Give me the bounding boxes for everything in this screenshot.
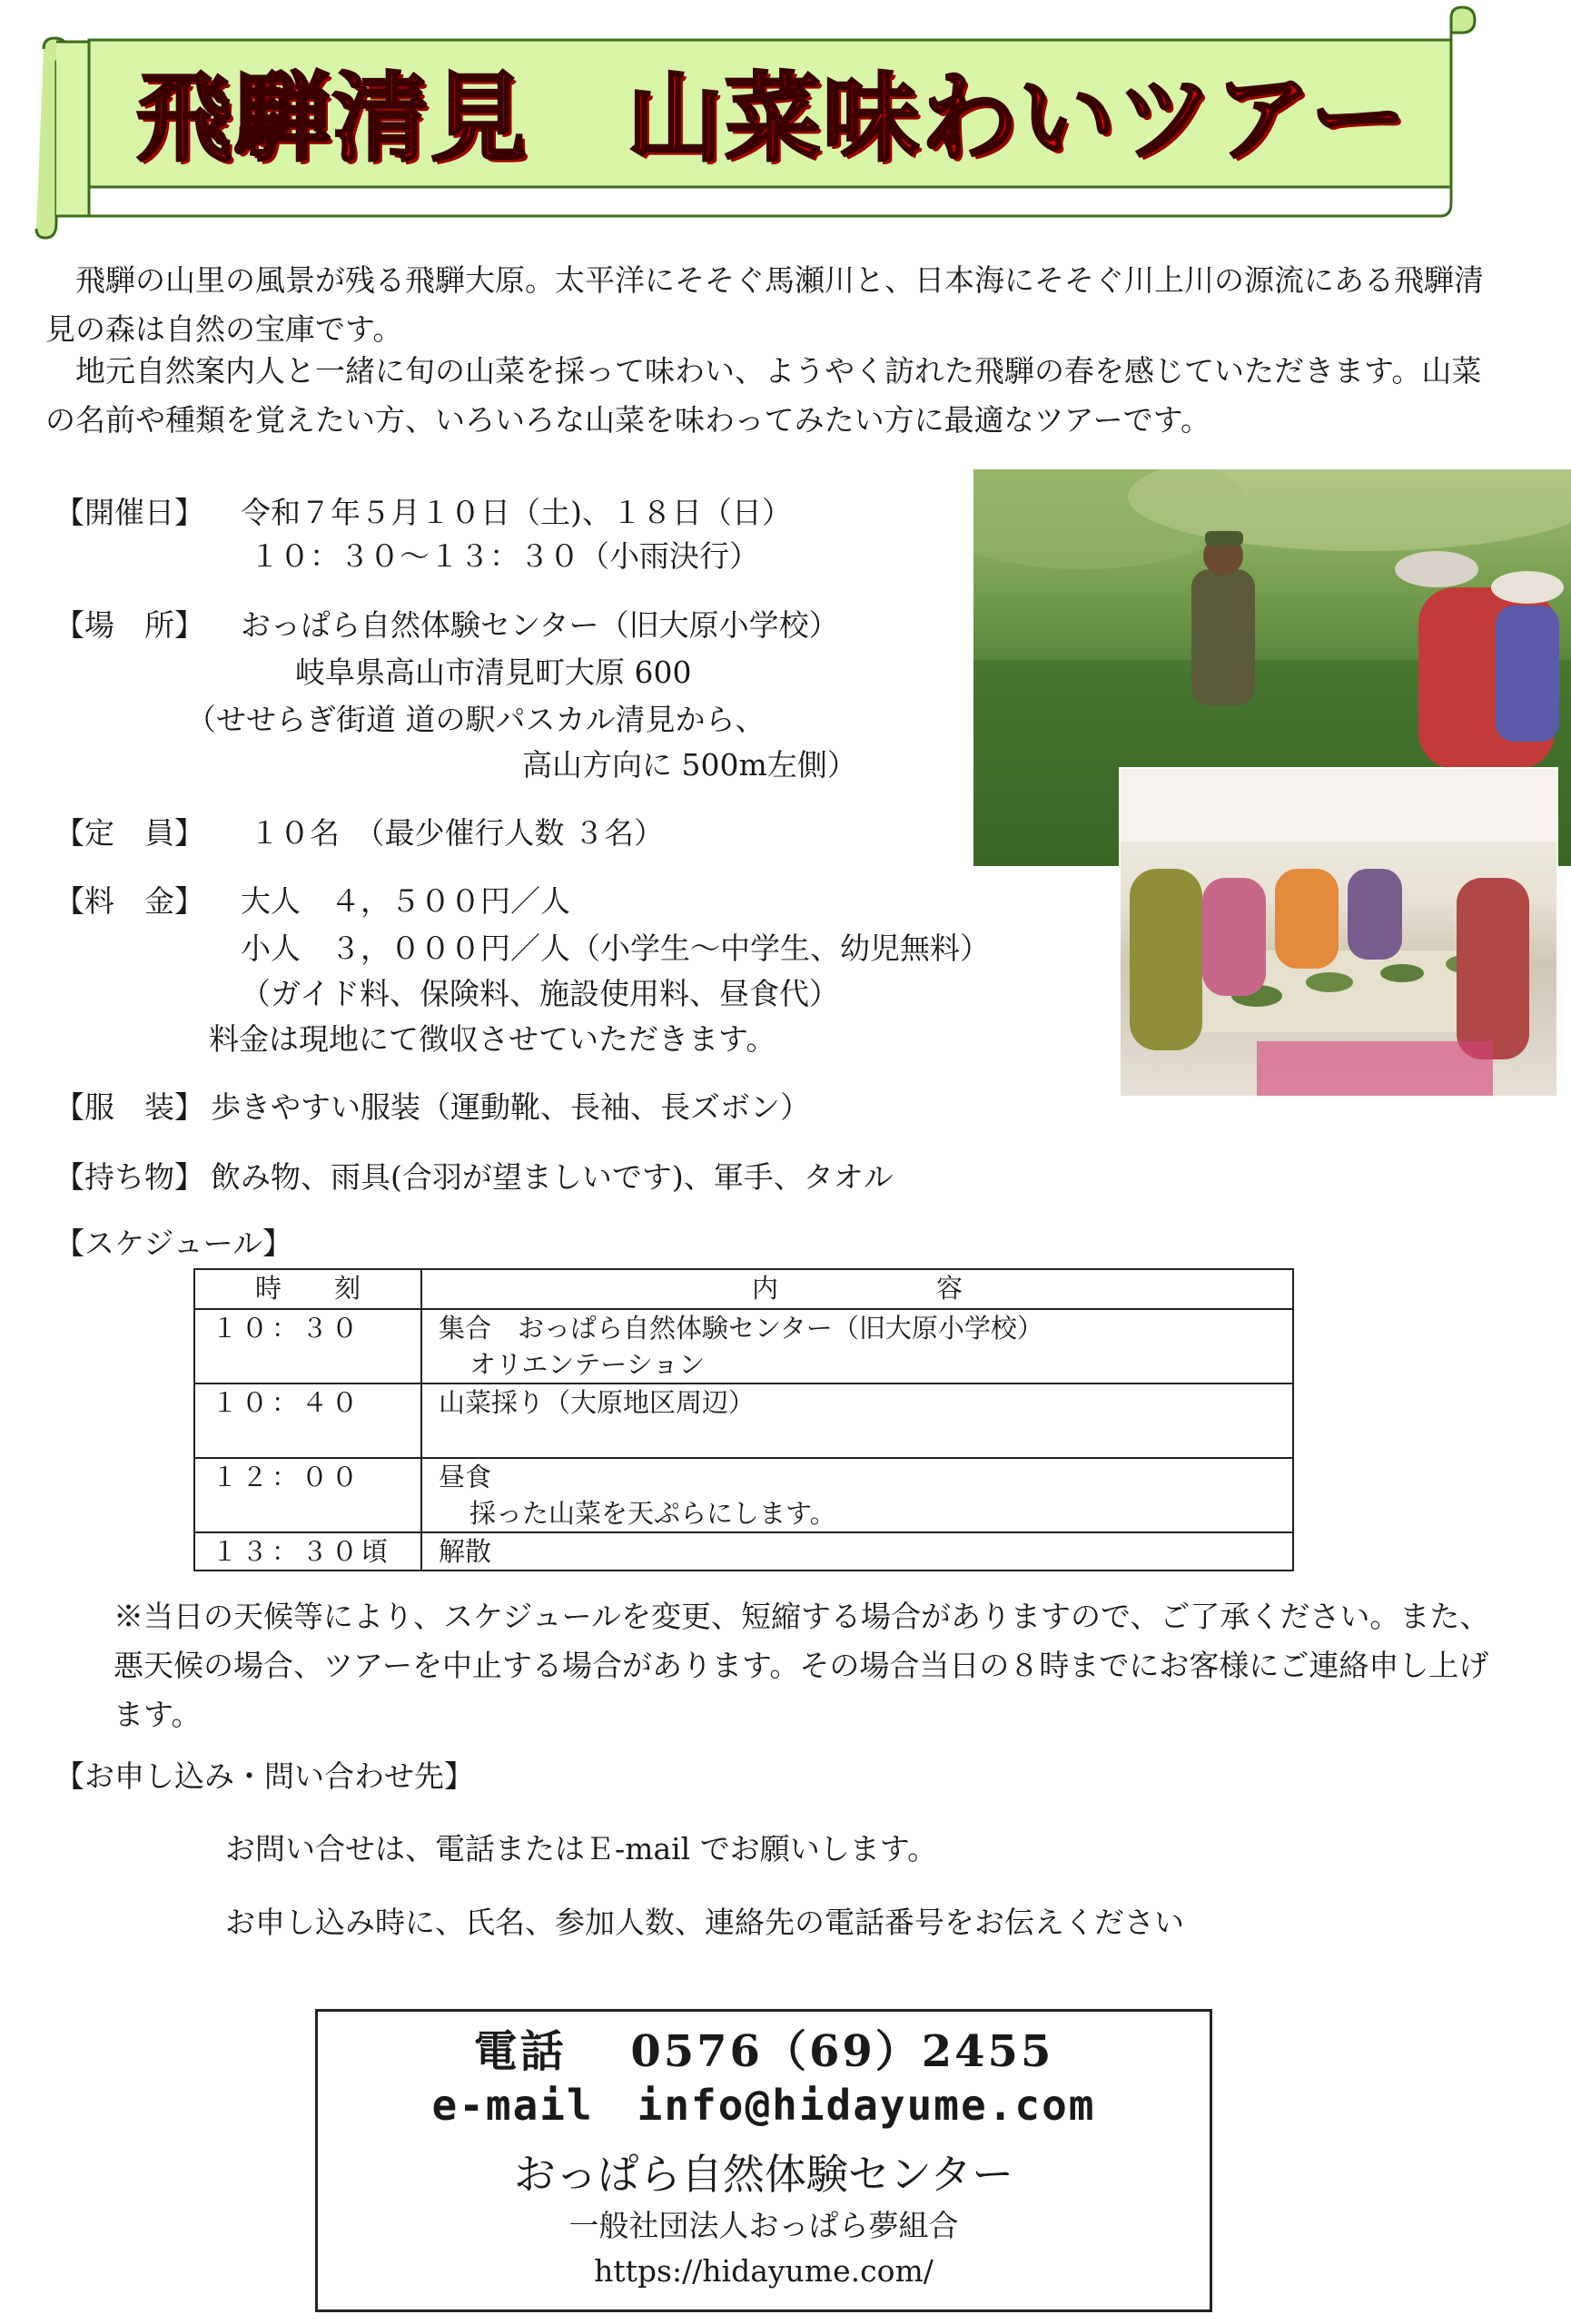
items-value: 飲み物、雨具(合羽が望ましいです)、軍手、タオル [211,1159,894,1195]
apply-text: お申し込み時に、氏名、参加人数、連絡先の電話番号をお伝えください [225,1905,1184,1940]
clothing-value: 歩きやすい服装（運動靴、長袖、長ズボン） [211,1089,810,1125]
intro-paragraph: 地元自然案内人と一緒に旬の山菜を採って味わい、ようやく訪れた飛騨の春を感じていただきます。山菜の名前や種類を覚えたい方、いろいろな山菜を味わってみたい方に最適なツアーです。 [45,353,1482,438]
contact-box [315,2009,1212,2312]
contact-label: 【お申し込み・問い合わせ先】 [54,1758,474,1794]
capacity-value: １０名 （最少催行人数 ３名） [250,815,664,851]
clothing-label: 【服 装】 [54,1089,204,1125]
schedule-row [194,1309,1293,1384]
items-label: 【持ち物】 [54,1159,204,1195]
schedule-header-row [194,1269,1293,1309]
schedule-content-line: 採った山菜を天ぷらにします。 [469,1498,836,1529]
time-value: １０：３０～１３：３０（小雨決行） [250,538,759,574]
schedule-time: １０：４０ [194,1384,421,1458]
org-subtitle: 一般社団法人おっぱら夢組合 [568,2208,959,2243]
place-label: 【場 所】 [54,607,204,643]
schedule-content-line: 山菜採り（大原地区周辺） [439,1387,756,1418]
org-name: おっぱら自然体験センター [513,2150,1014,2199]
schedule-time: １３：３０頃 [194,1532,421,1571]
schedule-content [421,1384,1293,1458]
schedule-content-line: 昼食 [439,1462,492,1492]
schedule-content-line: 解散 [439,1536,492,1567]
date-label: 【開催日】 [54,495,204,530]
address: 岐阜県高山市清見町大原 600 [295,655,692,690]
inquiry-text: お問い合せは、電話またはＥ-mail でお願いします。 [225,1831,938,1866]
schedule-header-time: 時 刻 [194,1269,421,1309]
fee-adult: 大人 ４，５００円／人 [241,883,570,919]
fee-label: 【料 金】 [54,883,204,919]
capacity-label: 【定 員】 [54,815,204,851]
kitchen-tempura-photo [1119,767,1558,1098]
directions-line: （せせらぎ街道 道の駅パスカル清見から、 [186,702,766,737]
date-value: 令和７年５月１０日（土)、１８日（日） [241,495,792,530]
schedule-row [194,1384,1293,1458]
schedule-row [194,1532,1293,1571]
schedule-content-line: オリエンテーション [469,1349,706,1380]
intro-paragraph: 飛騨の山里の風景が残る飛騨大原。太平洋にそそぐ馬瀬川と、日本海にそそぐ川上川の源流にある飛騨清見の森は自然の宝庫です。 [45,262,1484,347]
website-url: https://hidayume.com/ [594,2253,934,2289]
schedule-header-content: 内 容 [421,1269,1293,1309]
schedule-content [421,1458,1293,1532]
schedule-row [194,1458,1293,1532]
schedule-content [421,1309,1293,1384]
page-title: 飛騨清見 山菜味わいツアー [136,63,1408,174]
fee-includes: （ガイド料、保険料、施設使用料、昼食代） [241,976,840,1011]
schedule-time: １０：３０ [194,1309,421,1384]
schedule-content [421,1532,1293,1571]
schedule-time: １２：００ [194,1458,421,1532]
phone-number: 電話 0576（69）2455 [473,2026,1054,2077]
fee-child: 小人 ３，０００円／人（小学生～中学生、幼児無料） [241,931,990,966]
schedule-label: 【スケジュール】 [54,1226,293,1261]
place-value: おっぱら自然体験センター（旧大原小学校） [241,607,839,643]
email-address: e-mail info@hidayume.com [431,2081,1096,2130]
schedule-content-line: 集合 おっぱら自然体験センター（旧大原小学校） [439,1313,1043,1344]
schedule-notice: ※当日の天候等により、スケジュールを変更、短縮する場合がありますので、ご了承ください。また、悪天候の場合、ツアーを中止する場合があります。その場合当日の８時までにお客様にご連絡申し上げます。 [114,1599,1490,1732]
directions-line: 高山方向に 500m左側） [522,747,857,783]
schedule-table [193,1268,1294,1571]
fee-note: 料金は現地にて徴収させていただきます。 [209,1021,776,1057]
